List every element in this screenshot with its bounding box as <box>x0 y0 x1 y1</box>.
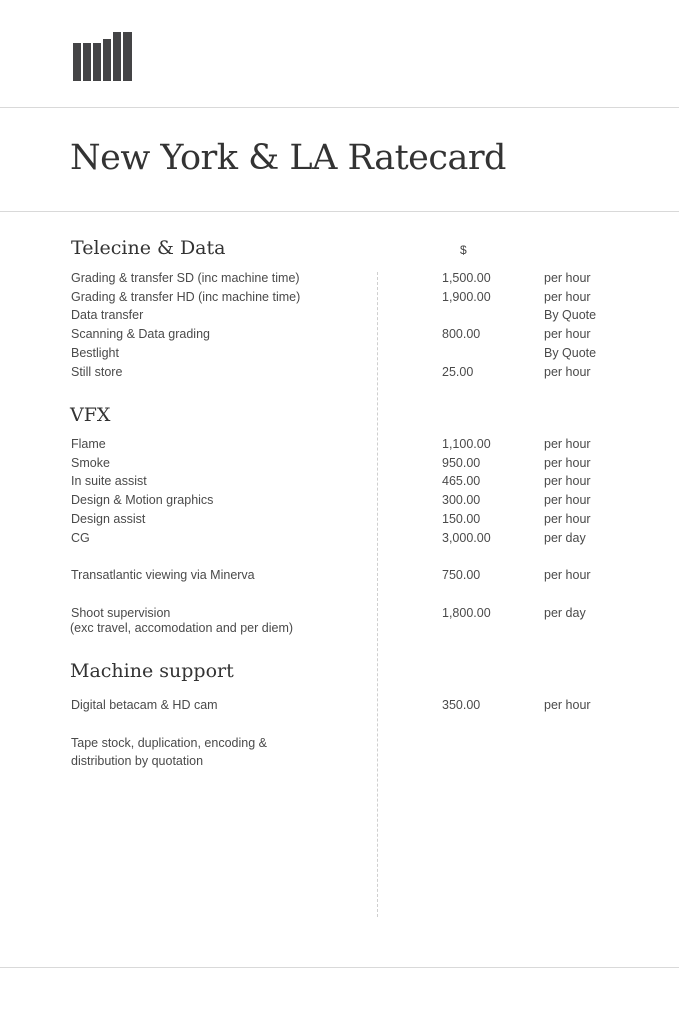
rate-price: 800.00 <box>442 327 481 341</box>
logo-bar <box>83 43 91 81</box>
header-divider <box>0 107 679 108</box>
machine-note: Tape stock, duplication, encoding & <box>71 736 267 750</box>
rate-price: 750.00 <box>442 568 481 582</box>
rate-unit: per hour <box>544 271 591 285</box>
rate-unit: per day <box>544 531 586 545</box>
rate-unit: per hour <box>544 568 591 582</box>
page-title: New York & LA Ratecard <box>70 138 506 178</box>
currency-label: $ <box>460 243 467 257</box>
rate-price: 1,900.00 <box>442 290 491 304</box>
logo-bar <box>113 32 121 81</box>
column-divider <box>377 272 378 917</box>
rate-price: 950.00 <box>442 456 481 470</box>
rate-name: In suite assist <box>71 474 147 488</box>
rate-name: Still store <box>71 365 123 379</box>
logo <box>73 32 133 81</box>
rate-name: Scanning & Data grading <box>71 327 210 341</box>
rate-name: Grading & transfer HD (inc machine time) <box>71 290 301 304</box>
rate-name: Bestlight <box>71 346 119 360</box>
rate-price: 1,100.00 <box>442 437 491 451</box>
rate-unit: By Quote <box>544 346 597 360</box>
rate-name: Grading & transfer SD (inc machine time) <box>71 271 300 285</box>
rate-price: 1,500.00 <box>442 271 491 285</box>
footer-divider <box>0 967 679 968</box>
rate-unit: per hour <box>544 698 591 712</box>
logo-bar <box>93 43 101 81</box>
rate-unit: By Quote <box>544 308 597 322</box>
rate-name: Flame <box>71 437 106 451</box>
rate-price: 350.00 <box>442 698 481 712</box>
rate-name: Design assist <box>71 512 146 526</box>
rate-price: 300.00 <box>442 493 481 507</box>
rate-price: 25.00 <box>442 365 474 379</box>
rate-unit: per hour <box>544 512 591 526</box>
rate-name: Design & Motion graphics <box>71 493 214 507</box>
rate-unit: per hour <box>544 290 591 304</box>
section-heading-vfx: VFX <box>70 404 111 426</box>
rate-price: 1,800.00 <box>442 606 491 620</box>
rate-unit: per hour <box>544 437 591 451</box>
rate-name: CG <box>71 531 90 545</box>
rate-name: Smoke <box>71 456 110 470</box>
rate-unit: per day <box>544 606 586 620</box>
rate-unit: per hour <box>544 493 591 507</box>
rate-name: Digital betacam & HD cam <box>71 698 218 712</box>
section-heading-machine-support: Machine support <box>70 660 234 682</box>
rate-unit: per hour <box>544 474 591 488</box>
section-heading-telecine: Telecine & Data <box>71 237 226 259</box>
logo-bar <box>73 43 81 81</box>
rate-price: 465.00 <box>442 474 481 488</box>
rate-name: Shoot supervision <box>71 606 171 620</box>
title-divider <box>0 211 679 212</box>
logo-bar <box>123 32 132 81</box>
rate-note: (exc travel, accomodation and per diem) <box>70 621 294 635</box>
rate-unit: per hour <box>544 456 591 470</box>
rate-price: 150.00 <box>442 512 481 526</box>
rate-name: Data transfer <box>71 308 144 322</box>
rate-unit: per hour <box>544 327 591 341</box>
logo-bar <box>103 39 111 81</box>
machine-note: distribution by quotation <box>71 754 204 768</box>
rate-price: 3,000.00 <box>442 531 491 545</box>
rate-name: Transatlantic viewing via Minerva <box>71 568 255 582</box>
rate-unit: per hour <box>544 365 591 379</box>
